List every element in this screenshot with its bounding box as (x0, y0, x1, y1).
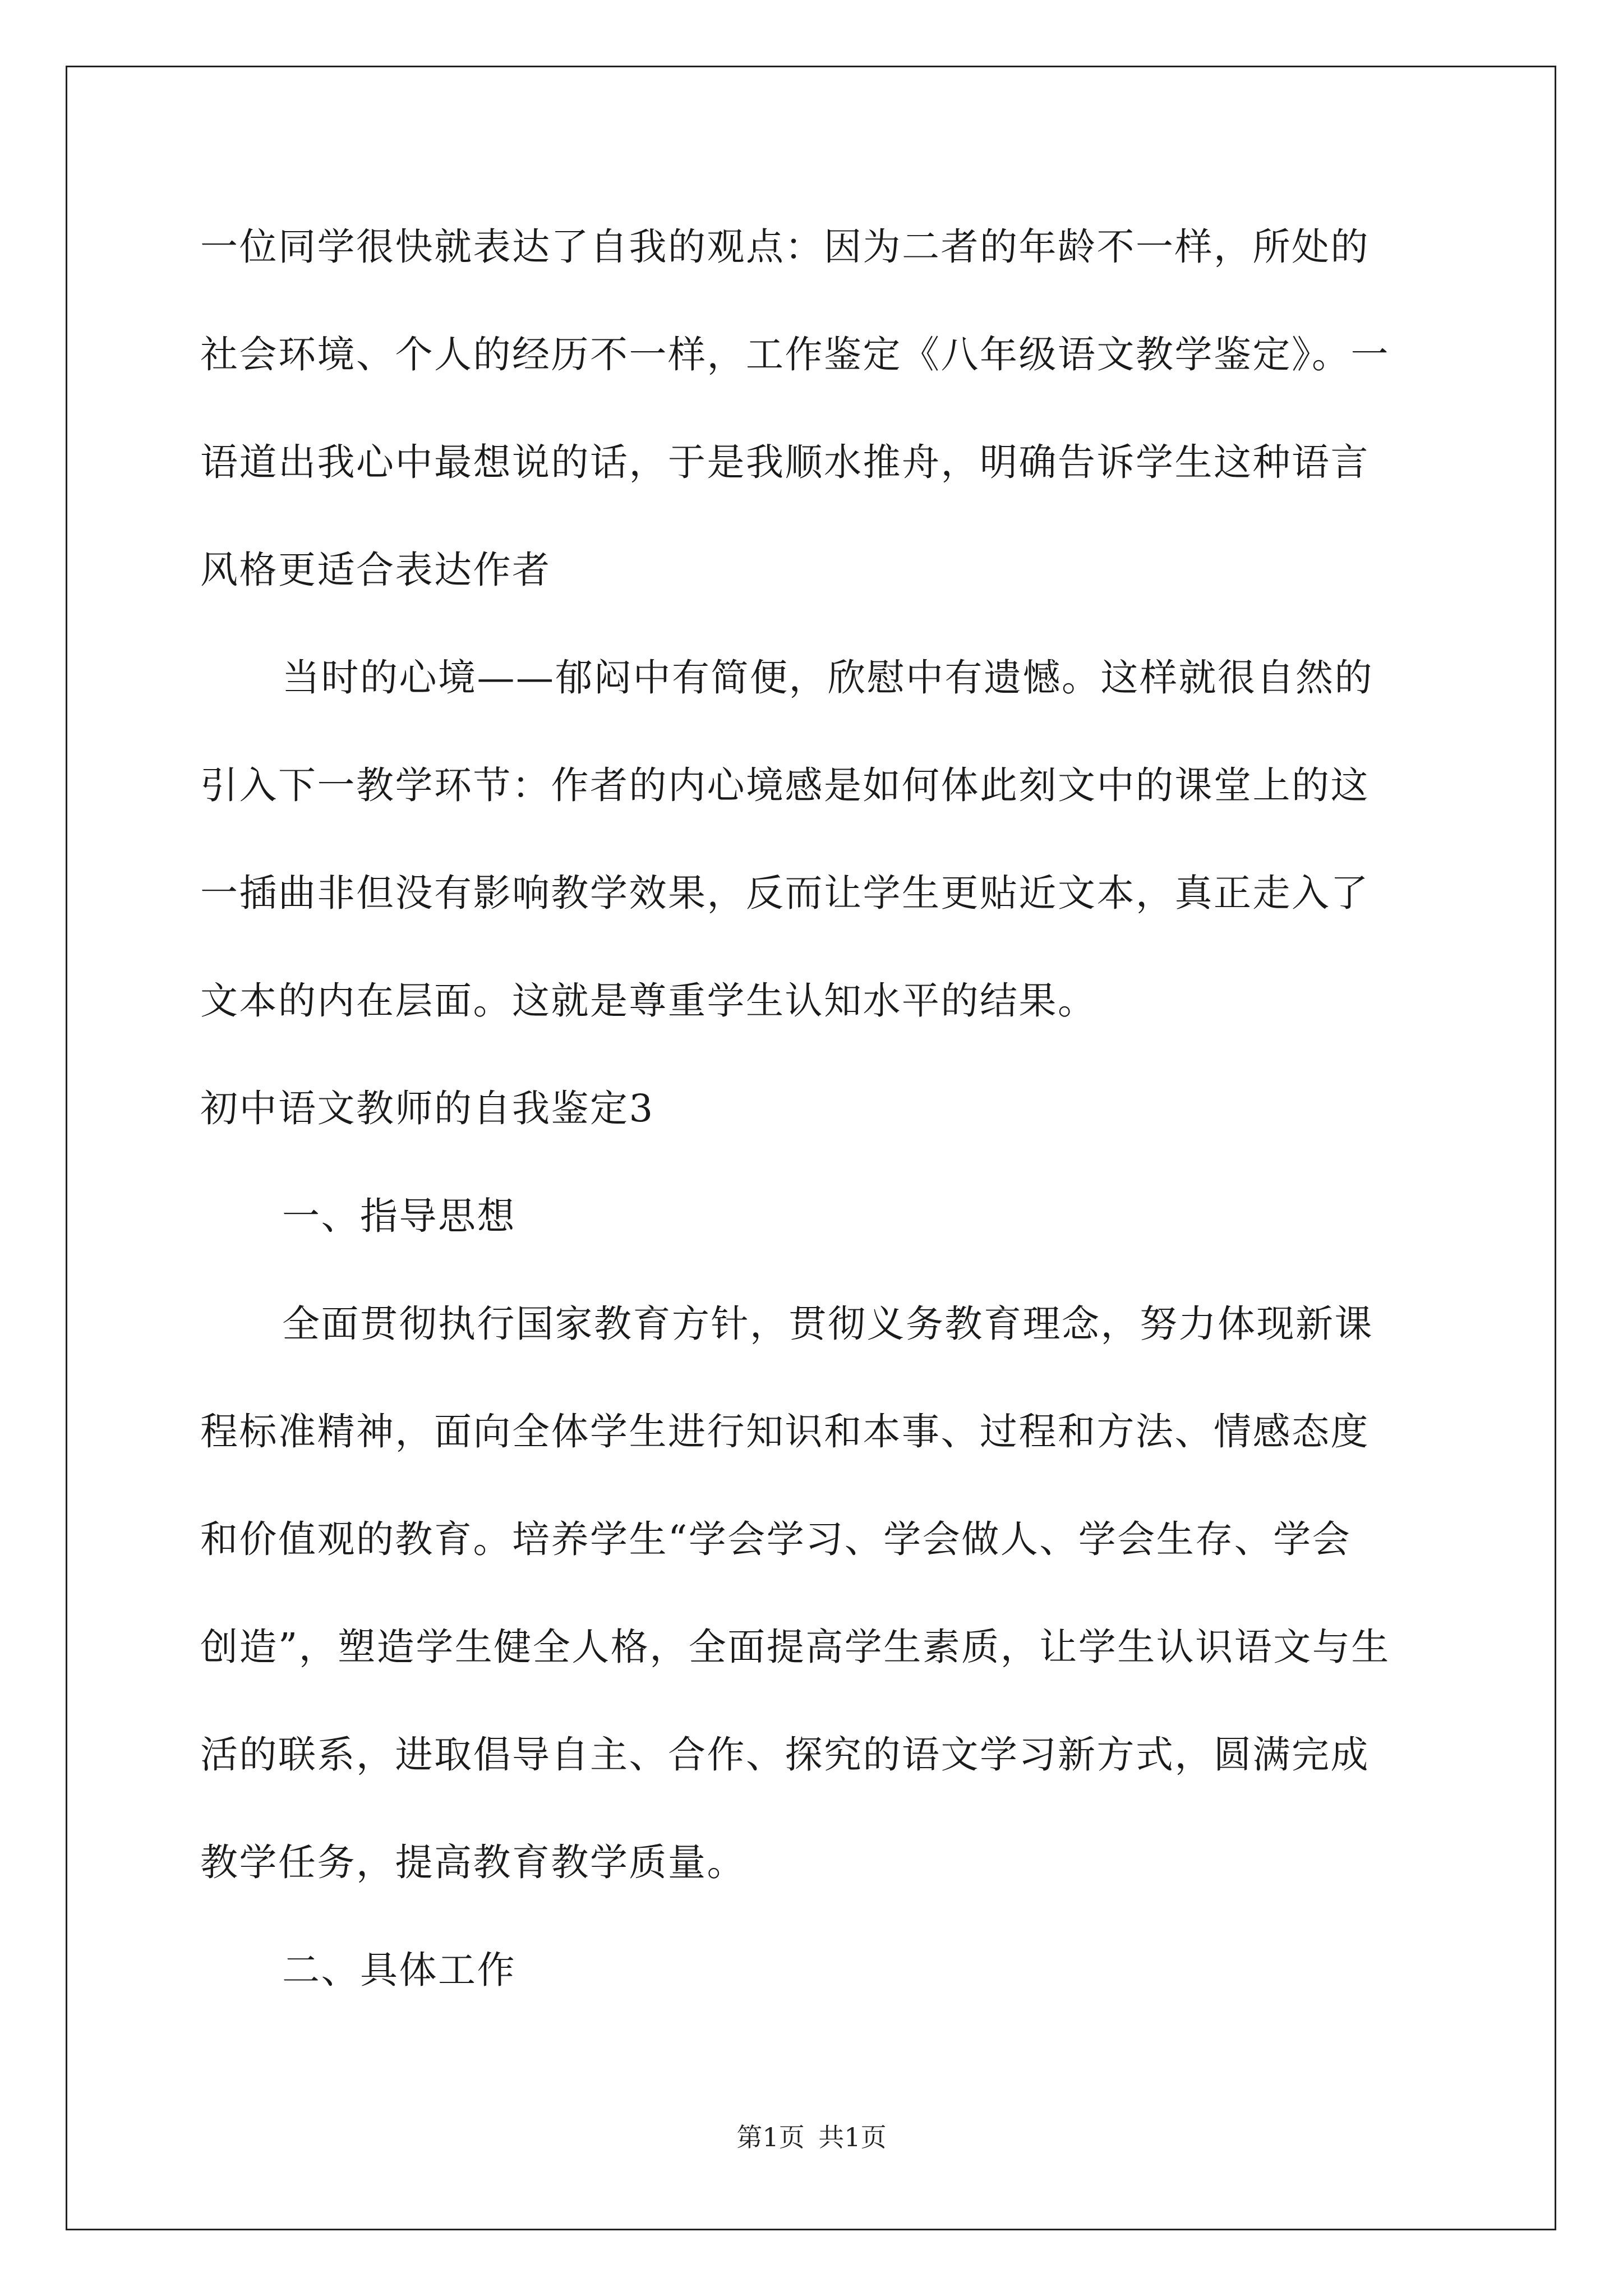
text-line: 程标准精神，面向全体学生进行知识和本事、过程和方法、情感态度 (200, 1410, 1370, 1453)
text-line: 社会环境、个人的经历不一样，工作鉴定《八年级语文教学鉴定》。一 (200, 333, 1390, 376)
text-line: 全面贯彻执行国家教育方针，贯彻义务教育理念，努力体现新课 (282, 1302, 1373, 1346)
text-line: 风格更适合表达作者 (200, 548, 551, 592)
page-footer: 第1页 共1页 (736, 2122, 887, 2152)
text-line: 一插曲非但没有影响教学效果，反而让学生更贴近文本，真正走入了 (200, 871, 1370, 915)
text-line: 文本的内在层面。这就是尊重学生认知水平的结果。 (200, 979, 1097, 1023)
subsection-heading: 二、具体工作 (282, 1948, 516, 1992)
text-line: 教学任务，提高教育教学质量。 (200, 1841, 746, 1884)
text-line: 引入下一教学环节：作者的内心境感是如何体此刻文中的课堂上的这 (200, 763, 1370, 807)
text-line: 创造”，塑造学生健全人格，全面提高学生素质，让学生认识语文与生 (200, 1625, 1390, 1669)
text-line: 一位同学很快就表达了自我的观点：因为二者的年龄不一样，所处的 (200, 225, 1370, 269)
text-line: 语道出我心中最想说的话，于是我顺水推舟，明确告诉学生这种语言 (200, 440, 1370, 484)
text-line: 和价值观的教育。培养学生“学会学习、学会做人、学会生存、学会 (200, 1517, 1352, 1561)
text-line: 当时的心境——郁闷中有简便，欣慰中有遗憾。这样就很自然的 (282, 656, 1373, 700)
text-line: 活的联系，进取倡导自主、合作、探究的语文学习新方式，圆满完成 (200, 1733, 1370, 1777)
subsection-heading: 一、指导思想 (282, 1194, 516, 1238)
page-border (66, 66, 1556, 2230)
section-heading: 初中语文教师的自我鉴定3 (200, 1087, 654, 1130)
